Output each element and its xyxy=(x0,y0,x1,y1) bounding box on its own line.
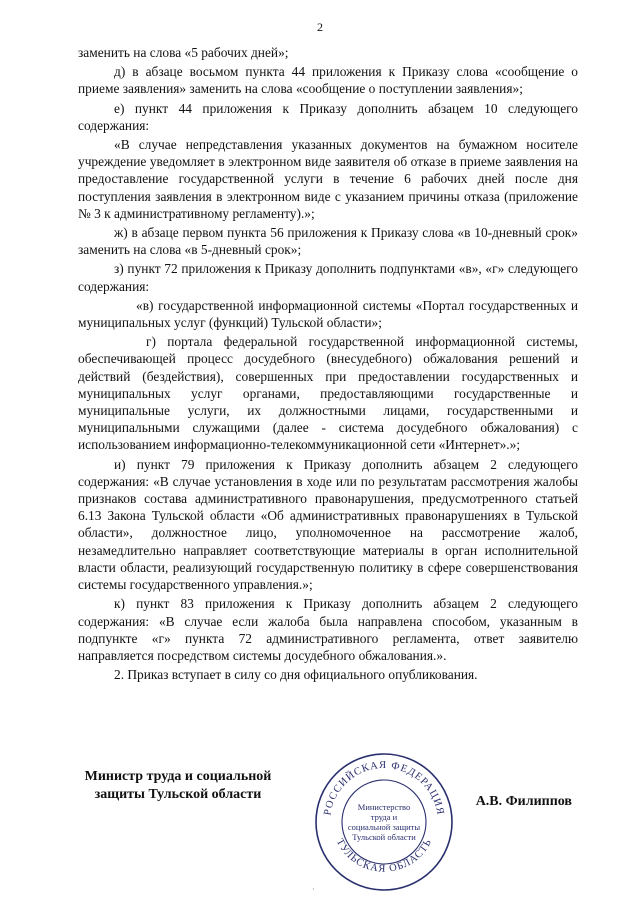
official-seal xyxy=(310,748,458,896)
signatory-title-line1: Министр труда и социальной xyxy=(84,769,272,784)
seal-line3: социальной защиты xyxy=(347,822,421,832)
seal-bottom-text: ТУЛЬСКАЯ ОБЛАСТЬ xyxy=(333,837,435,875)
seal-line4: Тульской области xyxy=(352,832,416,842)
paragraph-e-quote: «В случае непредставления указанных документов на бумажном носителе учреждение уведомляет в электронном виде заявителя об отказе в приеме заявления на предоставление государственной услуги в течение 6 рабочих дней после дня поступления заявления в электронном виде с указанием причины отказа (приложение № 3 к административному регламенту).»; xyxy=(78,137,578,221)
paragraph-z: з) пункт 72 приложения к Приказу дополнить подпунктами «в», «г» следующего содержания: xyxy=(78,261,578,294)
paragraph-zh: ж) в абзаце первом пункта 56 приложения к Приказу слова «в 10-дневный срок» заменить на слова «в 5-дневный срок»; xyxy=(78,225,578,258)
paragraph-d: д) в абзаце восьмом пункта 44 приложения к Приказу слова «сообщение о приеме заявления» заменить на слова «сообщение о поступлении заявления»; xyxy=(78,64,578,97)
seal-line1: Министерство xyxy=(357,802,411,812)
paragraph-effective: 2. Приказ вступает в силу со дня официального опубликования. xyxy=(114,667,478,683)
paragraph-z-v: «в) государственной информационной системы «Портал государственных и муниципальных услуг (функций) Тульской области»; xyxy=(78,297,578,331)
signatory-title xyxy=(78,768,278,804)
seal-graphic xyxy=(310,748,458,896)
document-body xyxy=(78,44,578,685)
paragraph-e: е) пункт 44 приложения к Приказу дополнить абзацем 10 следующего содержания: xyxy=(78,100,578,133)
seal-outer-text: РОССИЙСКАЯ ФЕДЕРАЦИЯ xyxy=(322,759,446,817)
page-footer-mark: · xyxy=(312,885,315,894)
paragraph-continuation: заменить на слова «5 рабочих дней»; xyxy=(78,45,289,60)
paragraph-k: к) пункт 83 приложения к Приказу дополнить абзацем 2 следующего содержания: «В случае если жалоба была направлена способом, указанным в подпункте «г» пункта 72 административного регламента, ответ заявителю направляется посредством системы досудебного обжалования.». xyxy=(78,596,578,663)
page-number: 2 xyxy=(317,20,323,34)
signatory-title-line2: защиты Тульской области xyxy=(94,787,262,802)
signature-block xyxy=(78,759,578,875)
signatory-name: А.В. Филиппов xyxy=(475,794,572,809)
paragraph-z-g: г) портала федеральной государственной информационной системы, обеспечивающей процесс досудебного (внесудебного) обжалования решений и действий (бездействия), совершенных при предоставлении государственных и муниципальных услуг органами, предоставляющими государственные и муниципальные услуги, их должностными лицами, государственными и муниципальными служащими (далее - система досудебного обжалования) с использованием информационно-телекоммуникационной сети «Интернет».»; xyxy=(78,334,578,453)
seal-line2: труда и xyxy=(370,812,398,822)
paragraph-i: и) пункт 79 приложения к Приказу дополнить абзацем 2 следующего содержания: «В случае установления в ходе или по результатам рассмотрения жалобы признаков состава административного правонарушения, предусмотренного статьей 6.13 Закона Тульской области «Об административных правонарушениях в Тульской области», должностное лицо, уполномоченное на рассмотрение жалоб, незамедлительно направляет соответствующие материалы в орган исполнительной власти области, реализующий государственную политику в сфере совершенствования системы государственного управления.»; xyxy=(78,456,578,593)
